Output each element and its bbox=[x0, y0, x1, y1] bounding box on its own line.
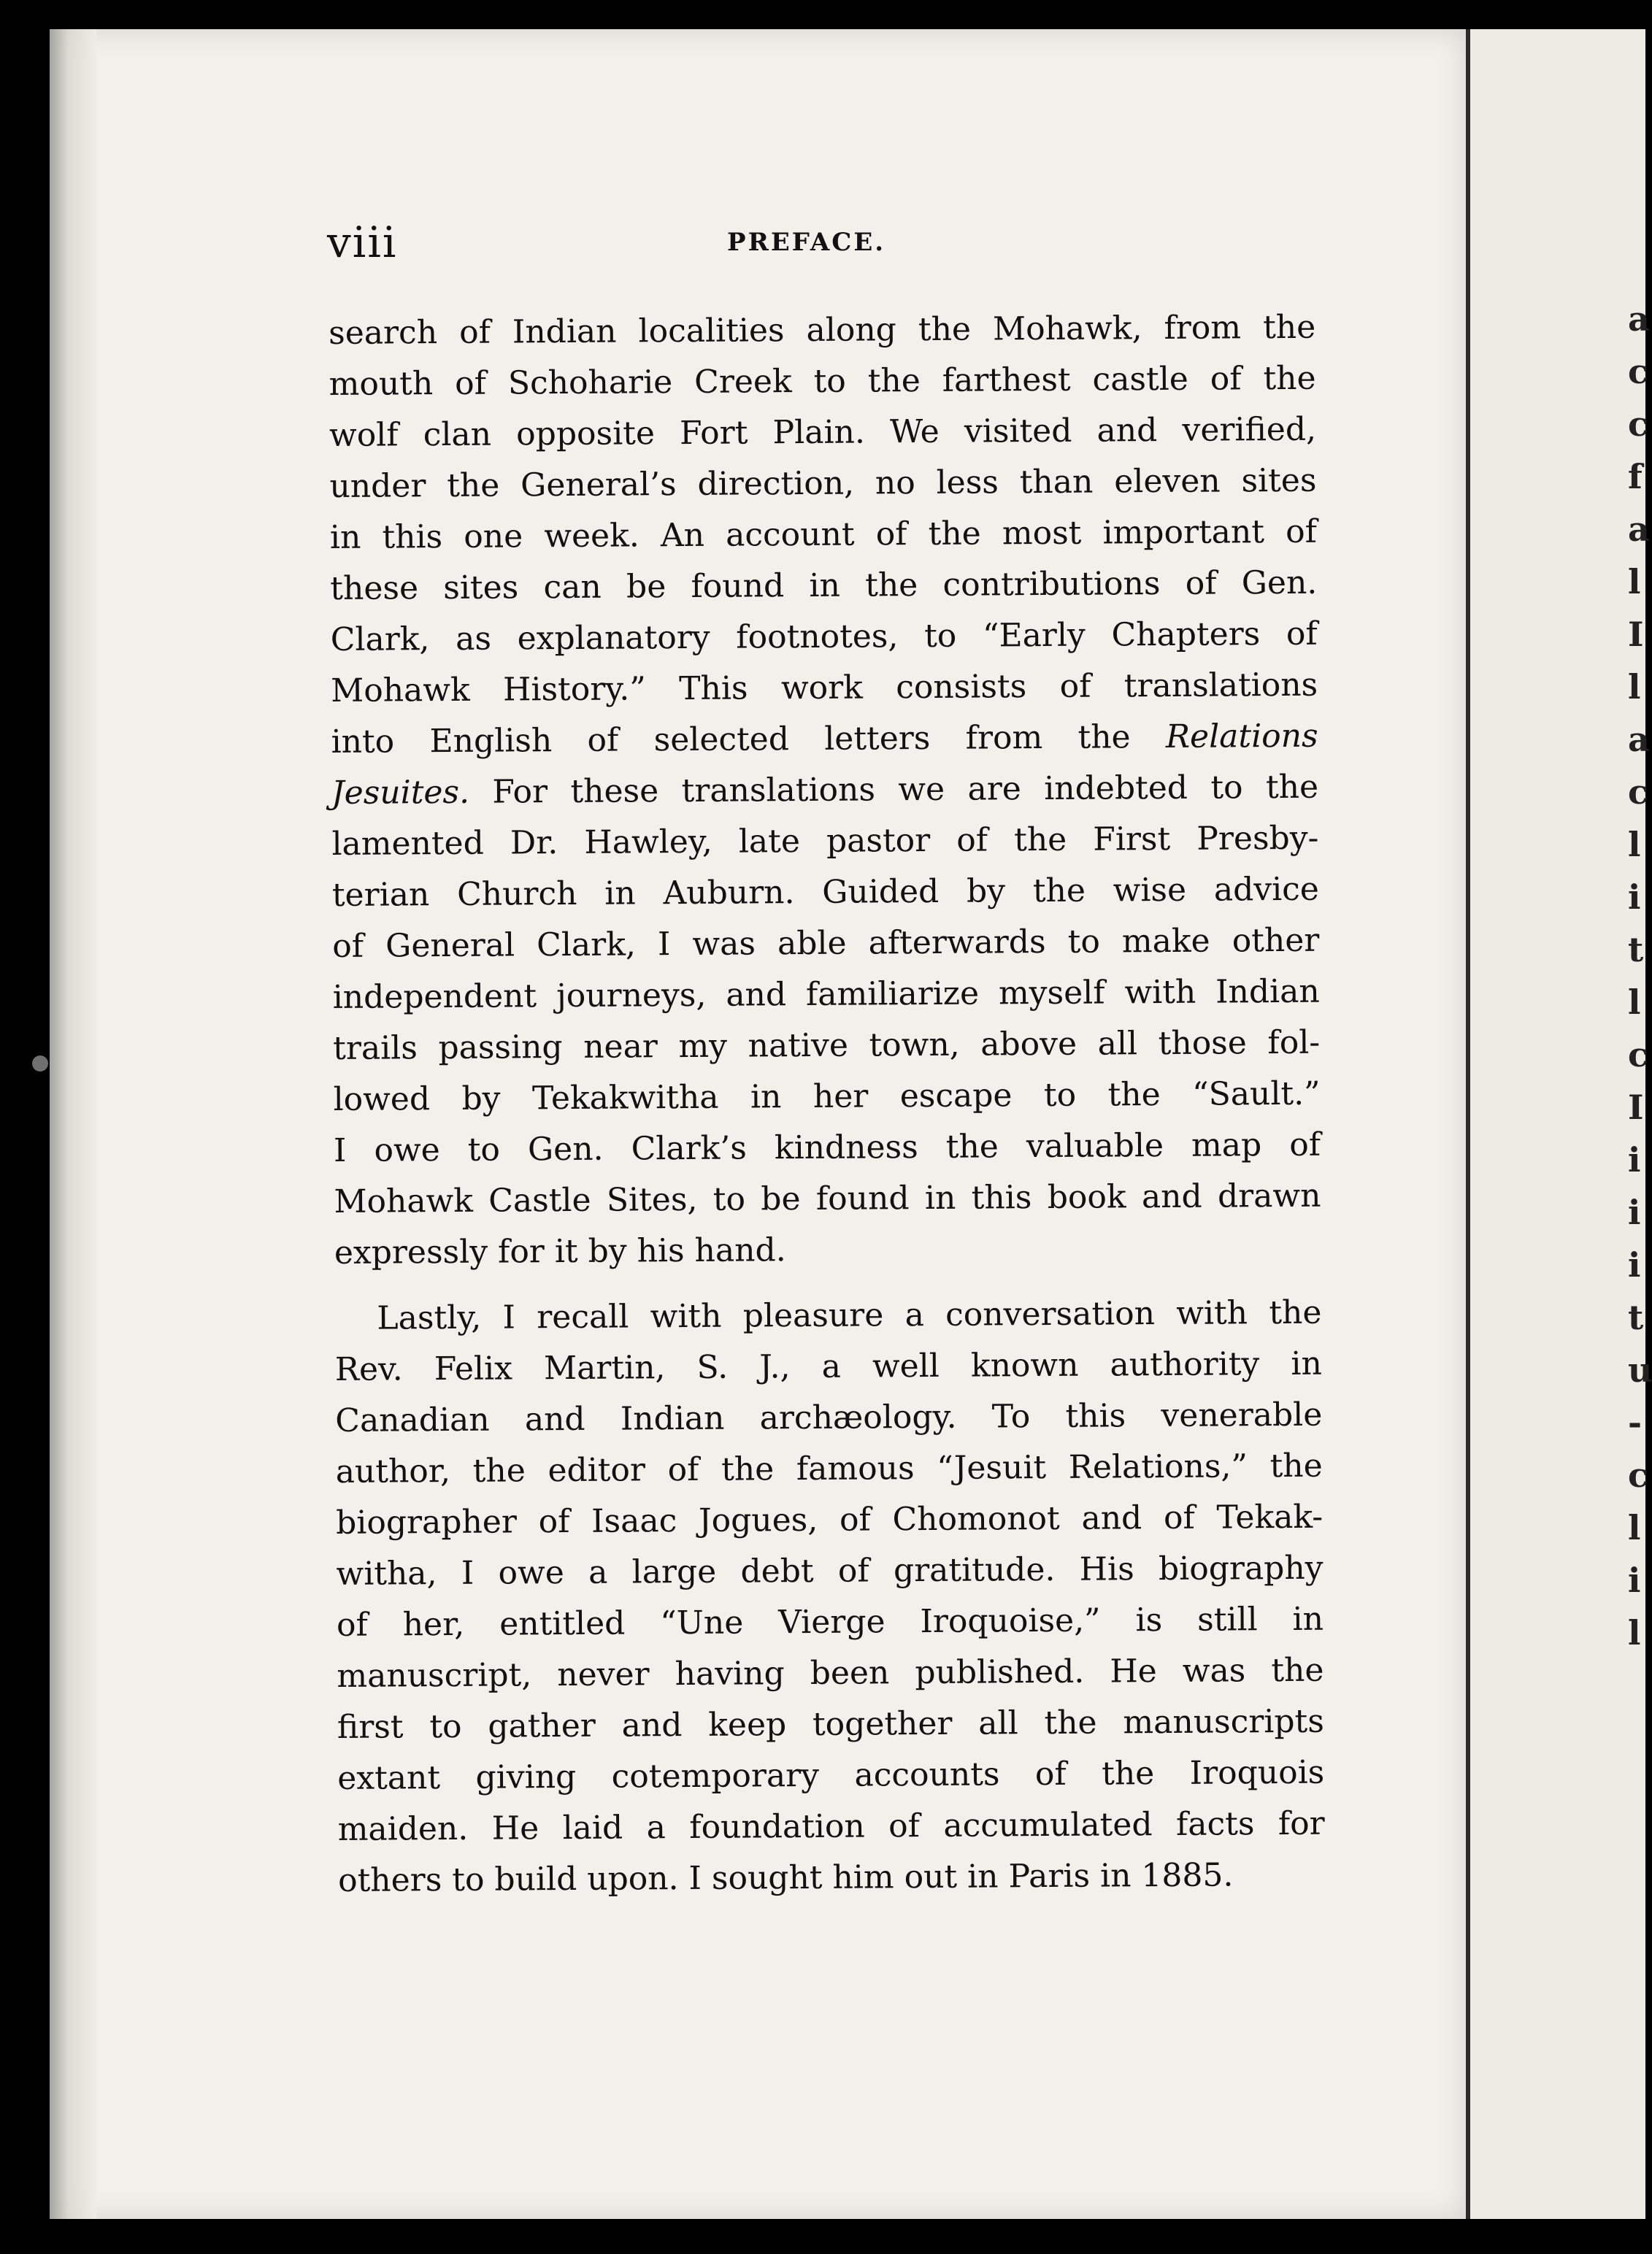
text-line: biographer of Isaac Jogues, of Chomonot and of Tekak- bbox=[336, 1498, 1323, 1542]
page-header bbox=[327, 218, 1349, 276]
page-edge-shadow bbox=[50, 29, 96, 2219]
text-line: I owe to Gen. Clark’s kindness the valuable map of bbox=[333, 1126, 1321, 1169]
facing-page-letter: t bbox=[1628, 930, 1644, 969]
text-line: search of Indian localities along the Mohawk, from the bbox=[329, 308, 1316, 352]
facing-page-letter: i bbox=[1628, 1561, 1641, 1600]
facing-page-letter: l bbox=[1628, 1508, 1641, 1547]
text-line: witha, I owe a large debt of gratitude. His biography bbox=[336, 1549, 1323, 1593]
text-line: wolf clan opposite Fort Plain. We visited and verified, bbox=[329, 410, 1317, 454]
text-line: Mohawk History.” This work consists of translations bbox=[331, 666, 1318, 709]
paragraph-2 bbox=[334, 1288, 1325, 1907]
facing-page-letter: I bbox=[1628, 615, 1644, 654]
text-line: Clark, as explanatory footnotes, to “Early Chapters of bbox=[330, 615, 1318, 658]
facing-page-letter: l bbox=[1628, 1613, 1641, 1653]
text-line: of General Clark, I was able afterwards to make other bbox=[332, 921, 1320, 965]
paragraph-1 bbox=[329, 302, 1321, 1279]
text-line: Lastly, I recall with pleasure a conversation with the bbox=[377, 1293, 1322, 1337]
text-line: extant giving cotemporary accounts of the Iroquois bbox=[337, 1753, 1325, 1797]
text-line: into English of selected letters from the Relations bbox=[331, 717, 1318, 761]
facing-page-letter: a bbox=[1628, 720, 1650, 759]
facing-page-letter: c bbox=[1628, 772, 1649, 812]
text-line: terian Church in Auburn. Guided by the wise advice bbox=[331, 870, 1320, 914]
facing-page-letter: i bbox=[1628, 877, 1641, 917]
facing-page-letter: a bbox=[1628, 299, 1650, 339]
facing-page-letter: - bbox=[1628, 1403, 1643, 1442]
text-line: Canadian and Indian archæology. To this venerable bbox=[335, 1396, 1323, 1439]
facing-page-letter: l bbox=[1628, 562, 1641, 601]
text-line: author, the editor of the famous “Jesuit Relations,” the bbox=[335, 1447, 1323, 1491]
facing-page-letter: t bbox=[1628, 1298, 1644, 1337]
text-line: maiden. He laid a foundation of accumulated facts for bbox=[337, 1804, 1325, 1848]
facing-page-letter: c bbox=[1628, 1455, 1649, 1495]
text-line: Mohawk Castle Sites, to be found in this book and drawn bbox=[334, 1177, 1321, 1220]
facing-page-letter: f bbox=[1628, 457, 1643, 496]
facing-page-edge bbox=[1466, 29, 1645, 2219]
text-line: expressly for it by his hand. bbox=[334, 1231, 786, 1272]
facing-page-letter: i bbox=[1628, 1193, 1641, 1232]
facing-page-letter: u bbox=[1628, 1350, 1652, 1390]
text-line: these sites can be found in the contributions of Gen. bbox=[330, 564, 1318, 607]
facing-page-letter: c bbox=[1628, 404, 1649, 444]
facing-page-letter: a bbox=[1628, 509, 1650, 549]
facing-page-letter: c bbox=[1628, 352, 1649, 391]
text-line: trails passing near my native town, above all those fol- bbox=[333, 1023, 1321, 1067]
text-line: independent journeys, and familiarize myself with Indian bbox=[332, 972, 1320, 1016]
text-line: first to gather and keep together all the manuscripts bbox=[337, 1702, 1325, 1746]
text-line: Jesuites. For these translations we are indebted to the bbox=[331, 768, 1319, 812]
body-text bbox=[329, 302, 1325, 1907]
text-line: others to build upon. I sought him out in Paris in 1885. bbox=[338, 1856, 1234, 1899]
text-line: lowed by Tekakwitha in her escape to the “Sault.” bbox=[333, 1074, 1321, 1118]
text-line: of her, entitled “Une Vierge Iroquoise,” is still in bbox=[336, 1600, 1324, 1644]
text-line: under the General’s direction, no less than eleven sites bbox=[329, 461, 1317, 505]
facing-page-letter: l bbox=[1628, 667, 1641, 707]
text-line: mouth of Schoharie Creek to the farthest castle of the bbox=[329, 359, 1316, 403]
text-line: in this one week. An account of the most important of bbox=[329, 512, 1318, 556]
facing-page-letter: l bbox=[1628, 825, 1641, 864]
scan-speck bbox=[32, 1055, 48, 1072]
facing-page-letter: l bbox=[1628, 982, 1641, 1022]
facing-page-letter: i bbox=[1628, 1245, 1641, 1285]
text-line: Rev. Felix Martin, S. J., a well known authority in bbox=[334, 1345, 1323, 1388]
text-line: manuscript, never having been published. He was the bbox=[337, 1651, 1324, 1695]
facing-page-letter: c bbox=[1628, 1035, 1649, 1074]
text-line: lamented Dr. Hawley, late pastor of the First Presby- bbox=[331, 819, 1319, 863]
facing-page-letter: i bbox=[1628, 1140, 1641, 1180]
facing-page-letter: I bbox=[1628, 1088, 1644, 1127]
running-head: PREFACE. bbox=[727, 228, 886, 257]
page-number: viii bbox=[327, 218, 398, 267]
